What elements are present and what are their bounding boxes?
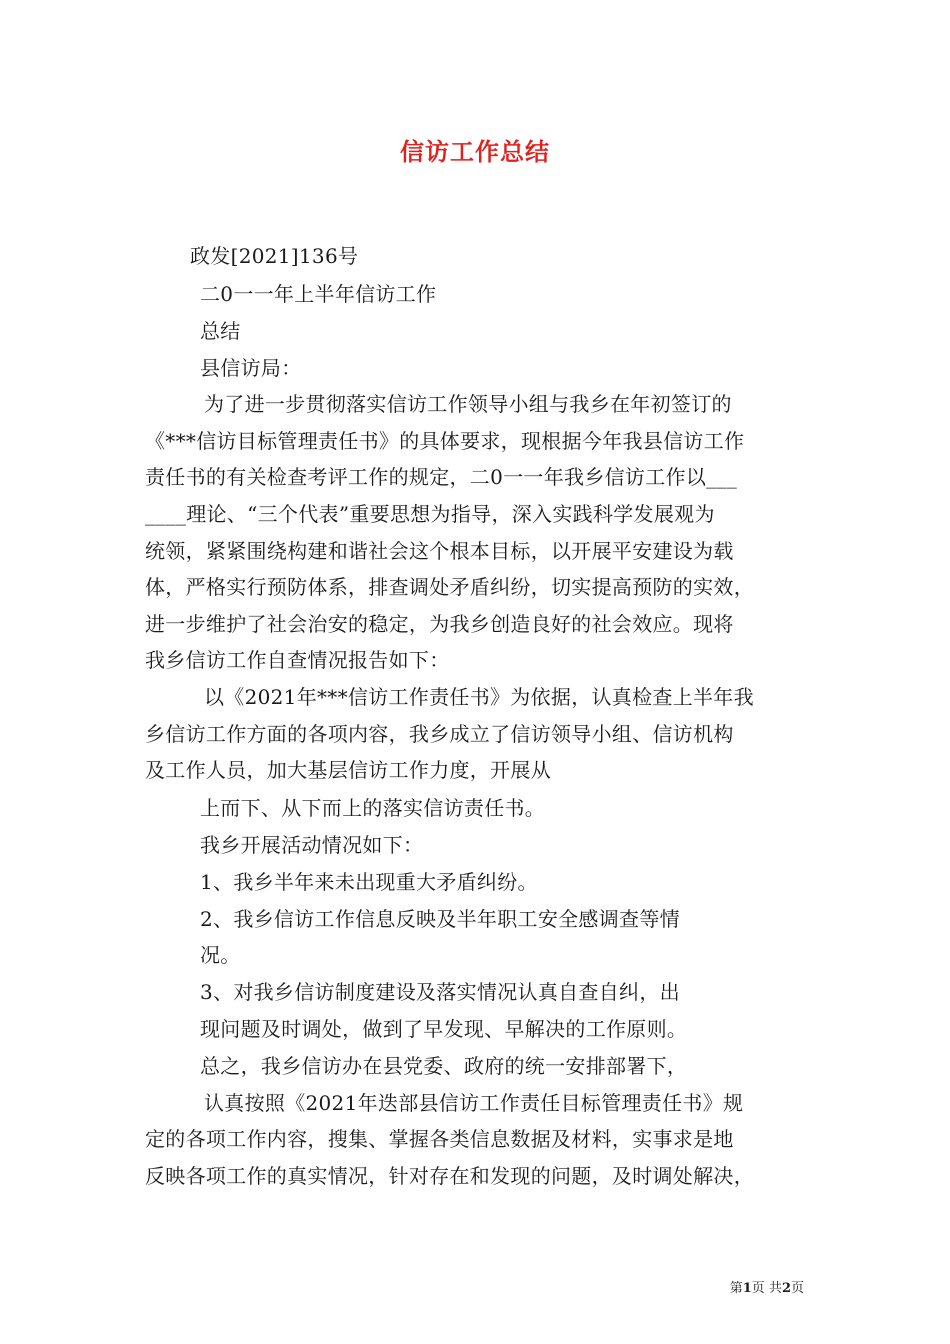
paragraph-line: 反映各项工作的真实情况，针对存在和发现的问题，及时调处解决，: [145, 1164, 754, 1188]
footer-middle: 页 共: [751, 1281, 782, 1296]
paragraph-line: 统领，紧紧围绕构建和谐社会这个根本目标，以开展平安建设为载: [145, 539, 734, 563]
paragraph-line: 为了进一步贯彻落实信访工作领导小组与我乡在年初签订的: [204, 392, 732, 416]
paragraph-line: ____理论、“三个代表”重要思想为指导，深入实践科学发展观为: [145, 502, 715, 526]
paragraph-line: 我乡开展活动情况如下：: [200, 833, 424, 857]
list-item: 1、我乡半年来未出现重大矛盾纠纷。: [200, 870, 538, 894]
doc-number: 政发[2021]136号: [190, 244, 359, 268]
paragraph-line: 认真按照《2021年迭部县信访工作责任目标管理责任书》规: [204, 1091, 744, 1115]
paragraph-line: 总之，我乡信访办在县党委、政府的统一安排部署下，: [200, 1054, 688, 1078]
paragraph-line: 乡信访工作方面的各项内容，我乡成立了信访领导小组、信访机构: [145, 722, 734, 746]
footer-prefix: 第: [729, 1281, 743, 1296]
paragraph-line: 上而下、从下而上的落实信访责任书。: [200, 796, 546, 820]
subtitle-line: 二0一一年上半年信访工作: [200, 282, 437, 306]
paragraph-line: 我乡信访工作自查情况报告如下：: [145, 648, 450, 672]
footer-suffix: 页: [790, 1281, 804, 1296]
list-item: 2、我乡信访工作信息反映及半年职工安全感调查等情: [200, 907, 680, 931]
paragraph-line: 责任书的有关检查考评工作的规定，二0一一年我乡信访工作以___: [145, 465, 738, 489]
subtitle-line: 总结: [200, 319, 241, 343]
current-page-number: 1: [742, 1281, 752, 1296]
paragraph-line: 体，严格实行预防体系，排查调处矛盾纠纷，切实提高预防的实效，: [145, 575, 754, 599]
total-pages-number: 2: [781, 1281, 791, 1296]
paragraph-line: 进一步维护了社会治安的稳定，为我乡创造良好的社会效应。现将: [145, 612, 734, 636]
list-item: 况。: [200, 943, 241, 967]
paragraph-line: 定的各项工作内容，搜集、掌握各类信息数据及材料，实事求是地: [145, 1127, 734, 1151]
paragraph-line: 及工作人员，加大基层信访工作力度，开展从: [145, 758, 551, 782]
paragraph-line: 以《2021年***信访工作责任书》为依据，认真检查上半年我: [204, 685, 754, 709]
document-title: 信访工作总结: [400, 138, 550, 166]
list-item: 3、对我乡信访制度建设及落实情况认真自查自纠，出: [200, 980, 680, 1004]
list-item: 现问题及时调处，做到了早发现、早解决的工作原则。: [200, 1017, 688, 1041]
page-footer: [730, 1277, 804, 1296]
salutation: 县信访局：: [200, 356, 302, 380]
paragraph-line: 《***信访目标管理责任书》的具体要求，现根据今年我县信访工作: [145, 429, 745, 453]
